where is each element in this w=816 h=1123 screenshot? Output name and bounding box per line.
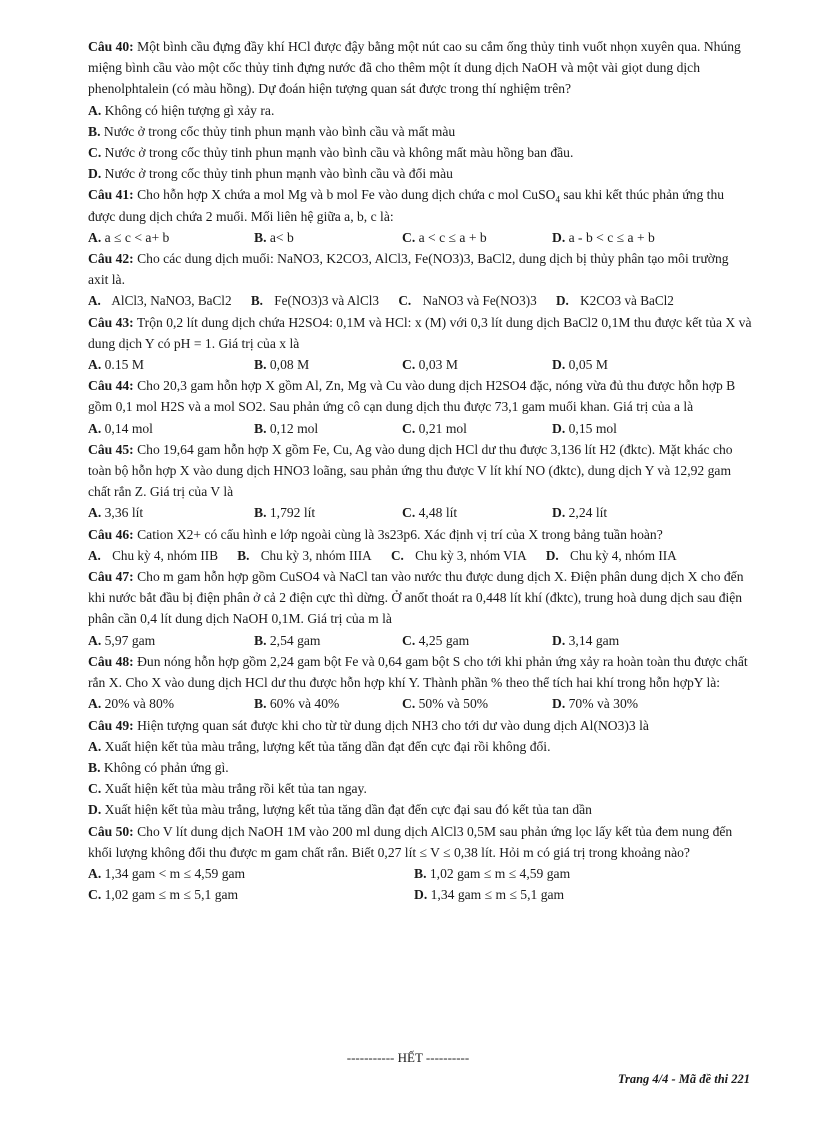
q44-option-c: C. 0,21 mol: [402, 420, 467, 436]
question-47: Câu 47: Cho m gam hỗn hợp gồm CuSO4 và NaCl tan vào nước thu được dung dịch X. Điện phân dung dịch X cho đến khi nước bắt đầu bị điện phân ở cả 2 điện cực thì dừng. Ở anốt thoát ra 0,448 lít khí (đktc), trung hoà dung dịch sau điện phân cần 0,4 lít dung dịch NaOH 0,1M. Giá trị của m là: [88, 569, 744, 627]
q47-option-b: B. 2,54 gam: [254, 632, 321, 648]
q41-option-d: D. a - b < c ≤ a + b: [552, 229, 655, 245]
q42-option-c: C. NaNO3 và Fe(NO3)3: [398, 293, 537, 309]
q49-option-c: C. Xuất hiện kết tủa màu trắng rồi kết tủa tan ngay.: [88, 781, 367, 797]
end-marker: ----------- HẾT ----------: [346, 1050, 470, 1065]
q43-option-d: D. 0,05 M: [552, 357, 608, 373]
q48-options: [88, 693, 752, 714]
q50-options-row-1: [88, 863, 752, 884]
q42-option-d: D. K2CO3 và BaCl2: [556, 293, 674, 309]
q48-option-a: A. 20% và 80%: [88, 696, 175, 712]
q47-options: [88, 630, 752, 651]
question-48: Câu 48: Đun nóng hỗn hợp gồm 2,24 gam bột Fe và 0,64 gam bột S cho tới khi phản ứng xảy ra hoàn toàn thu được chất rắn X. Cho X vào dung dịch HCl dư thu được hỗn hợp khí Y. Thành phần % theo thể tích hai khí trong hỗn hợpY là:: [88, 653, 748, 691]
q40-option-b: B. Nước ở trong cốc thủy tinh phun mạnh vào bình cầu và mất màu: [88, 123, 456, 139]
q45-option-a: A. 3,36 lít: [88, 505, 144, 521]
question-40: Câu 40: Một bình cầu đựng đầy khí HCl được đậy bằng một nút cao su cắm ống thủy tinh vuốt nhọn xuyên qua. Nhúng miệng bình cầu vào một cốc thủy tinh đựng nước đã cho thêm một ít dung dịch NaOH và một vài giọt dung dịch phenolphtalein (có màu hồng). Dự đoán hiện tượng quan sát được trong thí nghiệm trên?: [88, 39, 741, 97]
q44-option-a: A. 0,14 mol: [88, 420, 153, 436]
page-footer: Trang 4/4 - Mã đề thi 221: [617, 1072, 750, 1086]
q49-option-d: D. Xuất hiện kết tủa màu trắng, lượng kết tủa tăng dần đạt đến cực đại sau đó kết tủa tan dần: [88, 802, 592, 818]
q47-option-a: A. 5,97 gam: [88, 632, 156, 648]
q50-option-a: A. 1,34 gam < m ≤ 4,59 gam: [88, 865, 246, 881]
q44-options: [88, 418, 752, 439]
q46-option-c: C. Chu kỳ 3, nhóm VIA: [390, 547, 527, 563]
q49-option-a: A. Xuất hiện kết tủa màu trắng, lượng kết tủa tăng dần đạt đến cực đại rồi không đổi.: [88, 738, 551, 754]
q48-option-c: C. 50% và 50%: [402, 696, 489, 712]
q43-option-b: B. 0,08 M: [254, 357, 310, 373]
q40-option-c: C. Nước ở trong cốc thủy tinh phun mạnh vào bình cầu và không mất màu hồng ban đầu.: [88, 145, 574, 161]
q47-option-c: C. 4,25 gam: [402, 632, 470, 648]
q43-options: [88, 354, 752, 375]
question-50: Câu 50: Cho V lít dung dịch NaOH 1M vào 200 ml dung dịch AlCl3 0,5M sau phản ứng lọc lấy kết tủa đem nung đến khối lượng không đổi thu được m gam chất rắn. Biết 0,27 lít ≤ V ≤ 0,38 lít. Hỏi m có giá trị trong khoảng nào?: [88, 823, 733, 860]
q50-options-row-2: [88, 884, 752, 905]
q40-option-d: D. Nước ở trong cốc thủy tinh phun mạnh vào bình cầu và đổi màu: [88, 166, 453, 182]
question-43: Câu 43: Trộn 0,2 lít dung dịch chứa H2SO4: 0,1M và HCl: x (M) với 0,3 lít dung dịch BaCl2 0,1M thu được kết tủa X và dung dịch Y có pH = 1. Giá trị của x là: [88, 314, 752, 351]
question-41: Câu 41: Cho hỗn hợp X chứa a mol Mg và b mol Fe vào dung dịch chứa c mol CuSO$_4$ sau khi kết thúc phản ứng thu được dung dịch chứa 2 muối. Mối liên hệ giữa a, b, c là:: [88, 187, 725, 224]
q41-option-a: A. a ≤ c < a+ b: [88, 229, 170, 245]
q48-option-d: D. 70% và 30%: [552, 696, 639, 712]
q41-option-b: B. a< b: [254, 229, 294, 245]
q48-option-b: B. 60% và 40%: [254, 696, 340, 712]
q42-option-b: B. Fe(NO3)3 và AlCl3: [250, 293, 380, 309]
q41-option-c: C. a < c ≤ a + b: [402, 229, 487, 245]
q47-option-d: D. 3,14 gam: [552, 632, 620, 648]
question-49: Câu 49: Hiện tượng quan sát được khi cho từ từ dung dịch NH3 cho tới dư vào dung dịch Al(NO3)3 là: [88, 717, 649, 733]
q40-option-a: A. Không có hiện tượng gì xảy ra.: [88, 102, 275, 118]
exam-page: [88, 36, 752, 905]
q46-option-a: A. Chu kỳ 4, nhóm IIB: [88, 547, 218, 563]
q41-options: [88, 227, 752, 248]
q44-option-b: B. 0,12 mol: [254, 420, 319, 436]
q45-option-b: B. 1,792 lít: [254, 505, 316, 521]
q50-option-c: C. 1,02 gam ≤ m ≤ 5,1 gam: [88, 887, 239, 903]
q45-option-d: D. 2,24 lít: [552, 505, 608, 521]
q43-option-a: A. 0.15 M: [88, 357, 144, 373]
q50-option-b: B. 1,02 gam ≤ m ≤ 4,59 gam: [414, 865, 571, 881]
q49-option-b: B. Không có phản ứng gì.: [88, 759, 229, 775]
q46-options: [88, 545, 752, 566]
q45-option-c: C. 4,48 lít: [402, 505, 458, 521]
q46-option-d: D. Chu kỳ 4, nhóm IIA: [545, 547, 677, 563]
q42-option-a: A. AlCl3, NaNO3, BaCl2: [88, 293, 232, 309]
q46-option-b: B. Chu kỳ 3, nhóm IIIA: [237, 547, 372, 563]
question-45: Câu 45: Cho 19,64 gam hỗn hợp X gồm Fe, Cu, Ag vào dung dịch HCl dư thu được 3,136 lít H2 (đktc). Mặt khác cho toàn bộ hỗn hợp X vào dung dịch HNO3 loãng, sau phản ứng thu được V lít khí NO (đktc), dung dịch Y và 12,92 gam chất rắn Z. Giá trị của V là: [88, 441, 733, 500]
q42-options: [88, 290, 752, 311]
question-42: Câu 42: Cho các dung dịch muối: NaNO3, K2CO3, AlCl3, Fe(NO3)3, BaCl2, dung dịch bị thủy phân tạo môi trường axit là.: [88, 251, 729, 288]
question-44: Câu 44: Cho 20,3 gam hỗn hợp X gồm Al, Zn, Mg và Cu vào dung dịch H2SO4 đặc, nóng vừa đủ thu được hỗn hợp B gồm 0,1 mol H2S và a mol SO2. Sau phản ứng cô cạn dung dịch thu được 73,1 gam muối khan. Giá trị của a là: [88, 378, 736, 415]
q50-option-d: D. 1,34 gam ≤ m ≤ 5,1 gam: [414, 887, 565, 903]
q45-options: [88, 502, 752, 523]
q43-option-c: C. 0,03 M: [402, 357, 458, 373]
q44-option-d: D. 0,15 mol: [552, 420, 617, 436]
question-46: Câu 46: Cation X2+ có cấu hình e lớp ngoài cùng là 3s23p6. Xác định vị trí của X trong bảng tuần hoàn?: [88, 526, 663, 542]
